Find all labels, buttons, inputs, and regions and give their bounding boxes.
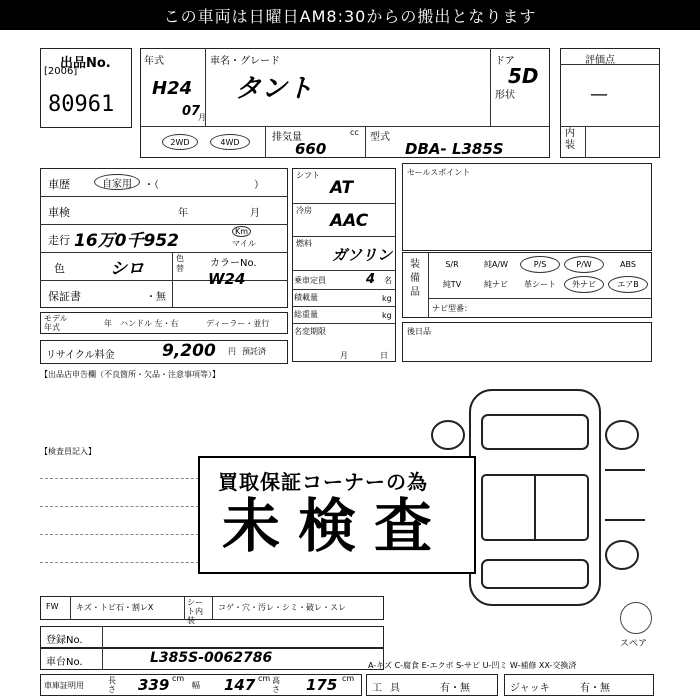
load-label: 積載量 — [294, 293, 318, 302]
ac-label: 冷房 — [296, 206, 312, 215]
handle: ハンドル 左・右 — [120, 319, 179, 328]
model-year-label: モデル年式 — [44, 314, 68, 332]
fuel-label: 燃料 — [296, 239, 312, 248]
recycle-value: 9,200 — [162, 341, 216, 361]
equipment-option: S/R — [445, 260, 459, 269]
banner: この車両は日曜日AM8:30からの搬出となります — [0, 0, 700, 30]
shift-value: AT — [330, 178, 354, 198]
tools-label: 工具 — [372, 683, 408, 694]
seat-label: シート内装 — [187, 598, 203, 625]
score-label: 評価点 — [585, 55, 615, 66]
sales-points-label: セールスポイント — [407, 168, 471, 177]
recycle-unit: 円 — [228, 347, 236, 356]
equipment-label: 装備品 — [410, 259, 420, 298]
length-unit: cm — [172, 674, 185, 683]
interior-label: 内装 — [565, 128, 575, 151]
height-unit: cm — [342, 674, 355, 683]
tools-value: 有・無 — [440, 683, 470, 694]
history-label: 車歴 — [48, 178, 70, 191]
disp-unit: cc — [350, 128, 359, 137]
displacement: 660 — [295, 140, 327, 158]
drive-2wd: 2WD — [162, 134, 198, 150]
gross-label: 総重量 — [294, 310, 318, 319]
retrofit-label: 後日品 — [407, 327, 431, 336]
width-label: 幅 — [192, 681, 200, 690]
equipment-option: エアB — [608, 276, 648, 293]
color-value: シロ — [110, 259, 144, 279]
navi-label: ナビ型番： — [432, 304, 472, 313]
dims-label: 車庫証明用 — [44, 681, 84, 690]
renewal-month: 月 — [340, 351, 348, 360]
shape-label: 形状 — [495, 90, 515, 101]
door-value: 5D — [508, 64, 539, 88]
inspection-year: 年 — [178, 208, 188, 219]
spare-label: スペア — [620, 639, 648, 649]
month-unit: 月 — [198, 113, 206, 122]
dealer: ディーラー・並行 — [206, 319, 270, 328]
length-value: 339 — [138, 676, 170, 694]
shift-label: シフト — [296, 171, 320, 180]
spare-icon — [620, 602, 652, 634]
equipment-option: ABS — [620, 260, 636, 269]
drive-4wd: 4WD — [210, 134, 250, 150]
retrofit-box — [402, 322, 652, 362]
equipment-option: 純ナビ — [484, 280, 508, 289]
inspection-month: 月 — [250, 208, 260, 219]
inspector-label: 【検査員記入】 — [40, 447, 96, 456]
year-label: 年式 — [144, 56, 164, 67]
width-value: 147 — [224, 676, 256, 694]
door-label: ドア — [495, 56, 515, 67]
mileage-unit-mile: マイル — [232, 239, 256, 248]
model-year-suffix: 年 — [104, 319, 112, 328]
lot-year: [2006] — [44, 66, 78, 77]
equipment-option: P/S — [520, 256, 560, 273]
fw-text: キズ・トビ石・割レX — [76, 603, 154, 612]
model: DBA- L385S — [405, 140, 504, 158]
width-unit: cm — [258, 674, 271, 683]
capacity-unit: 名 — [384, 276, 392, 285]
history-close: ） — [254, 180, 264, 191]
equipment-option: 革シート — [524, 280, 556, 289]
history-value: 自家用 — [94, 174, 140, 190]
car-name: タント — [235, 74, 314, 104]
year-era: H24 — [152, 78, 193, 99]
recycle-note: 預託済 — [242, 347, 266, 356]
chassis-label: 車台No. — [46, 657, 83, 668]
height-value: 175 — [306, 676, 338, 694]
seller-notes-label: 【出品店申告欄（不良箇所・欠品・注意事項等）】 — [40, 370, 220, 379]
ac-value: AAC — [330, 211, 369, 231]
height-label: 高さ — [272, 676, 280, 694]
jack-value: 有・無 — [580, 683, 610, 694]
capacity-label: 乗車定員 — [294, 276, 326, 285]
seat-text: コゲ・穴・汚レ・シミ・破レ・スレ — [218, 603, 346, 612]
chassis-value: L385S-0062786 — [150, 650, 273, 666]
equipment-option: 純TV — [442, 280, 462, 289]
equipment-option: 外ナビ — [564, 276, 604, 293]
fw-label: FW — [46, 602, 59, 611]
history-dot: ・（ — [144, 180, 159, 191]
disp-label: 排気量 — [272, 132, 302, 143]
recycle-label: リサイクル料金 — [46, 350, 115, 361]
warranty-label: 保証書 — [48, 290, 81, 303]
color-code-label: カラーNo. — [210, 258, 257, 269]
legend: A-キズ C-腐食 E-エクボ S-サビ U-凹ミ W-補修 XX-交換済 — [368, 661, 577, 670]
registration-row — [40, 626, 384, 648]
model-label: 型式 — [370, 132, 390, 143]
color-label: 色 — [54, 262, 65, 275]
stamp-line-1: 買取保証コーナーの為 — [218, 470, 428, 494]
color-code: W24 — [208, 270, 246, 288]
registration-label: 登録No. — [46, 635, 83, 646]
inspection-label: 車検 — [48, 206, 70, 219]
mileage-label: 走行 — [48, 234, 70, 247]
renewal-label: 名変期限 — [294, 327, 326, 336]
mileage-value: 16万0千952 — [74, 231, 179, 251]
color-change-label: 色替 — [176, 254, 184, 273]
equipment-option: 純A/W — [483, 260, 509, 269]
equipment-option: P/W — [564, 256, 604, 273]
gross-unit: kg — [382, 311, 392, 320]
renewal-day: 日 — [380, 351, 388, 360]
stamp-line-2: 未検査 — [222, 492, 451, 560]
warranty-value: ・無 — [146, 292, 166, 303]
lot-label: 出品No. — [60, 56, 111, 71]
load-unit: kg — [382, 294, 392, 303]
score-value: — — [590, 84, 608, 105]
length-label: 長さ — [108, 676, 116, 694]
lot-number: 80961 — [48, 92, 115, 117]
name-label: 車名・グレード — [210, 56, 280, 67]
jack-label: ジャッキ — [510, 683, 550, 694]
mileage-unit-km: Km — [232, 226, 251, 237]
year-month: 07 — [182, 104, 201, 119]
fuel-value: ガソリン — [332, 246, 393, 264]
capacity-value: 4 — [366, 272, 376, 287]
